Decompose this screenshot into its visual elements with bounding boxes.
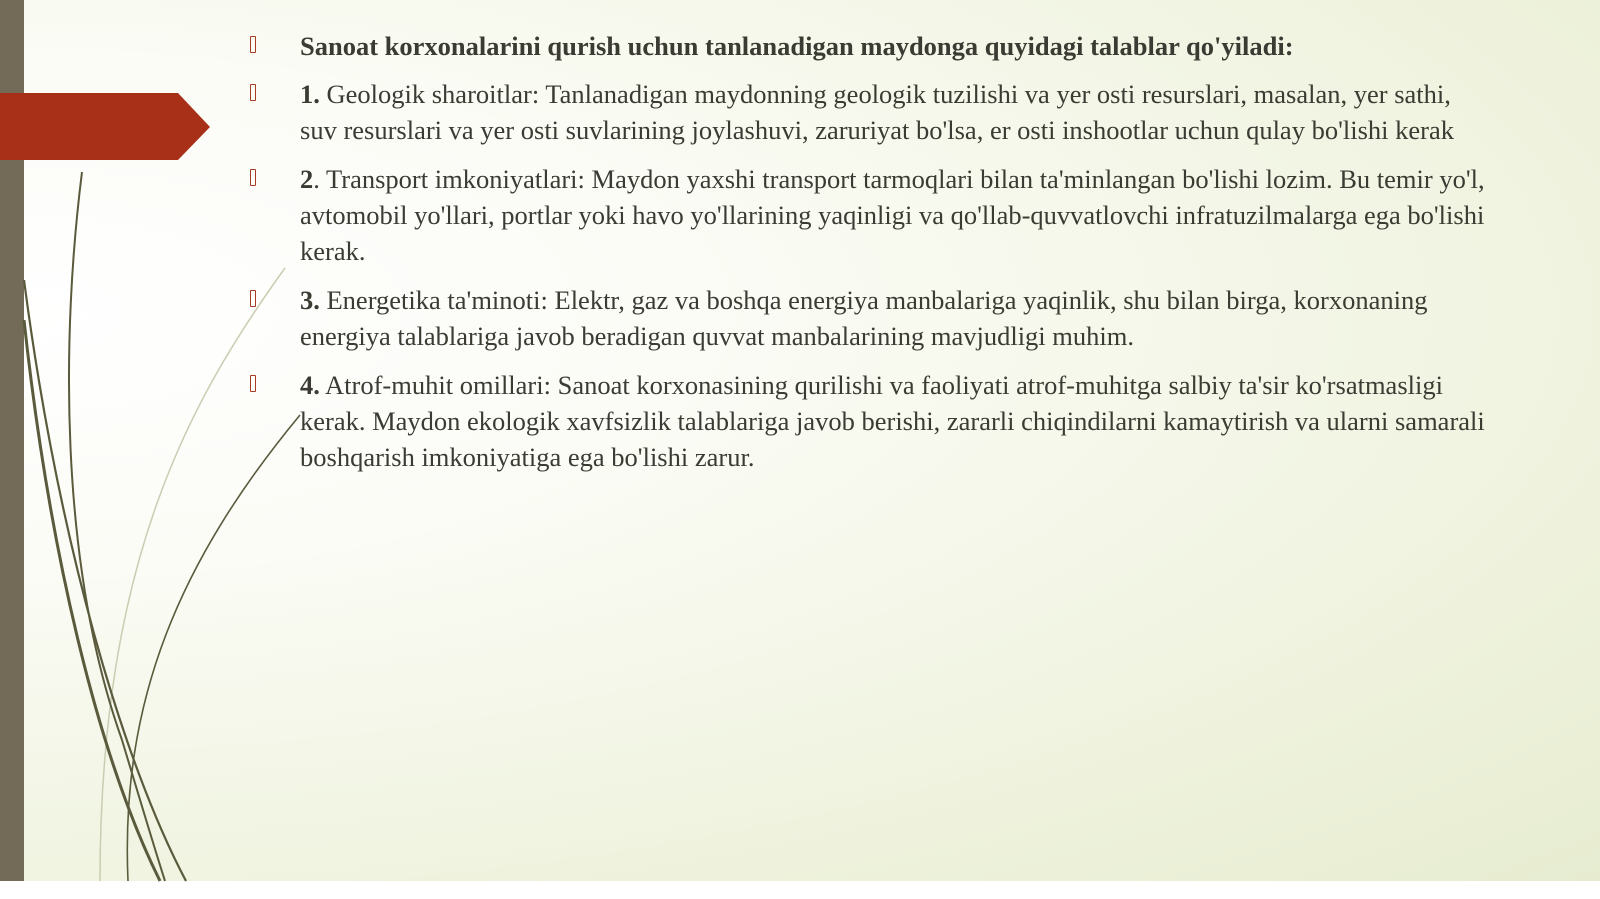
item-number: 4. — [300, 370, 320, 400]
bullet-item-1 — [248, 76, 1488, 148]
item-text: Atrof-muhit omillari: Sanoat korxonasining qurilishi va faoliyati atrof-muhitga salbiy ta'sir ko'rsatmasligi kerak. Maydon ekologik xavfsizlik talablariga javob berishi, zararli chiqindilarni kamaytirish va ularni samarali boshqarish imkoniyatiga ega bo'lishi zarur. — [300, 370, 1485, 472]
heading-text: Sanoat korxonalarini qurish uchun tanlanadigan maydonga quyidagi talablar qo'yiladi: — [300, 31, 1294, 61]
bullet-item-3 — [248, 282, 1488, 354]
bullet-marker-icon — [250, 84, 256, 101]
bullet-item-4 — [248, 367, 1488, 475]
bullet-list — [248, 28, 1488, 488]
item-text: . Transport imkoniyatlari: Maydon yaxshi transport tarmoqlari bilan ta'minlangan bo'lishi lozim. Bu temir yo'l, avtomobil yo'llari, portlar yoki havo yo'llarining yaqinligi va qo'llab-quvvatlovchi infratuzilmalarga ega bo'lishi kerak. — [300, 164, 1485, 266]
bullet-marker-icon — [250, 169, 256, 186]
item-number: 1. — [300, 79, 320, 109]
bullet-marker-icon — [250, 375, 256, 392]
curve-outer-2 — [24, 280, 186, 881]
bullet-marker-icon — [250, 290, 256, 307]
item-number: 3. — [300, 285, 320, 315]
bullet-marker-icon — [250, 36, 256, 53]
item-number: 2 — [300, 164, 314, 194]
bullet-heading — [248, 28, 1488, 64]
bullet-item-2 — [248, 161, 1488, 269]
item-text: Energetika ta'minoti: Elektr, gaz va boshqa energiya manbalariga yaqinlik, shu bilan birga, korxonaning energiya talablariga javob beradigan quvvat manbalarining mavjudligi muhim. — [300, 285, 1428, 351]
item-text: Geologik sharoitlar: Tanlanadigan maydonning geologik tuzilishi va yer osti resurslari, masalan, yer sathi, suv resurslari va yer osti suvlarining joylashuvi, zaruriyat bo'lsa, er osti inshootlar uchun qulay bo'lishi kerak — [300, 79, 1454, 145]
arrow-accent — [0, 93, 210, 160]
